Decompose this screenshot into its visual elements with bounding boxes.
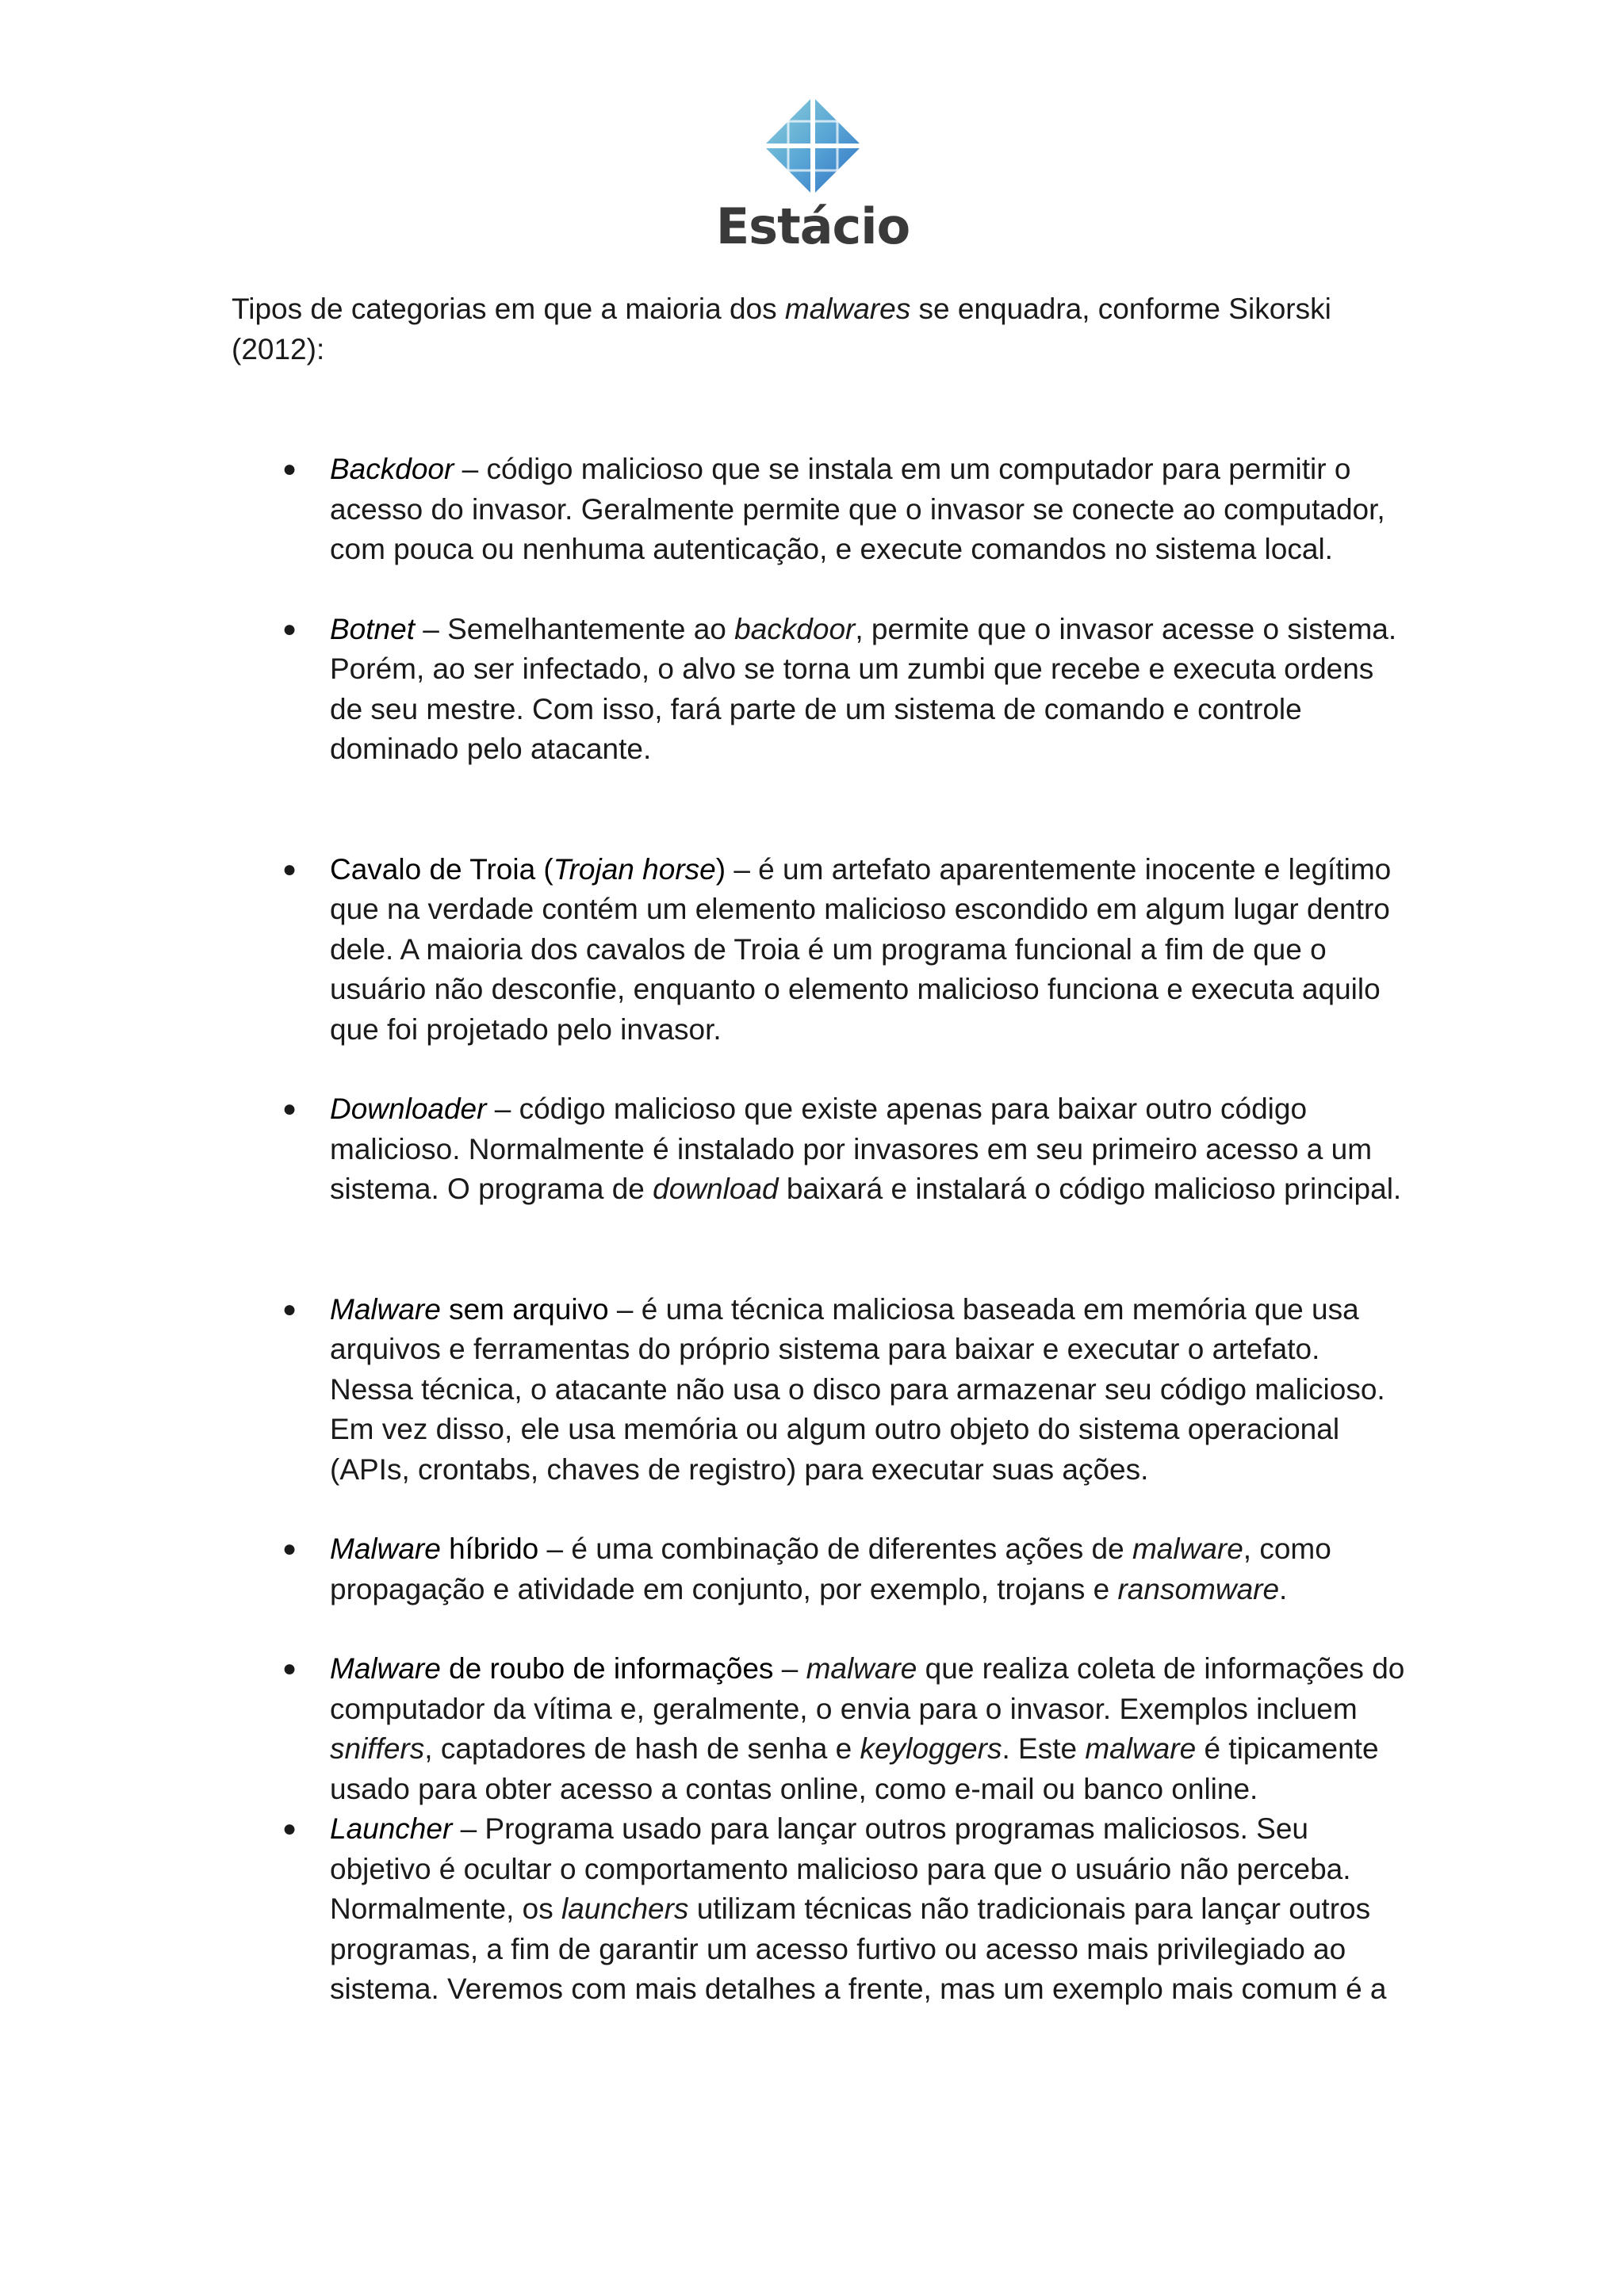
malware-category-list	[232, 450, 1405, 2010]
bullet-icon: ●	[282, 1655, 297, 1682]
list-item-backdoor: ● Backdoor – código malicioso que se instala em um computador para permitir o acesso do invasor. Geralmente permite que o invasor se conecte ao computador, com pouca ou nenhuma autenticação, e execute comandos no sistema local.	[232, 450, 1405, 570]
list-item-downloader: ● Downloader – código malicioso que existe apenas para baixar outro código malicioso. Normalmente é instalado por invasores em seu primeiro acesso a um sistema. O programa de download baixará e instalará o código malicioso principal.	[232, 1089, 1405, 1210]
list-item-trojan: ● Cavalo de Troia (Trojan horse) – é um artefato aparentemente inocente e legítimo que na verdade contém um elemento malicioso escondido em algum lugar dentro dele. A maioria dos cavalos de Troia é um programa funcional a fim de que o usuário não desconfie, enquanto o elemento malicioso funciona e executa aquilo que foi projetado pelo invasor.	[232, 850, 1405, 1050]
bullet-icon: ●	[282, 456, 297, 482]
logo-wordmark: Estácio	[715, 197, 910, 255]
bullet-icon: ●	[282, 1816, 297, 1842]
bullet-icon: ●	[282, 1295, 297, 1322]
bullet-icon: ●	[282, 1536, 297, 1562]
list-item-hybrid-malware: ● Malware híbrido – é uma combinação de diferentes ações de malware, como propagação e atividade em conjunto, por exemplo, trojans e ransomware.	[232, 1529, 1405, 1609]
list-item-botnet: ● Botnet – Semelhantemente ao backdoor, permite que o invasor acesse o sistema. Porém, ao ser infectado, o alvo se torna um zumbi que recebe e executa ordens de seu mestre. Com isso, fará parte de um sistema de comando e controle dominado pelo atacante.	[232, 610, 1405, 770]
intro-paragraph: Tipos de categorias em que a maioria dos malwares se enquadra, conforme Sikorski (2012):	[232, 293, 1331, 365]
bullet-icon: ●	[282, 855, 297, 882]
document-body	[232, 289, 1405, 2010]
list-item-fileless-malware: ● Malware sem arquivo – é uma técnica maliciosa baseada em memória que usa arquivos e ferramentas do próprio sistema para baixar e executar o artefato. Nessa técnica, o atacante não usa o disco para armazenar seu código malicioso. Em vez disso, ele usa memória ou algum outro objeto do sistema operacional (APIs, crontabs, chaves de registro) para executar suas ações.	[232, 1290, 1405, 1490]
bullet-icon: ●	[282, 615, 297, 642]
list-item-info-stealer: ● Malware de roubo de informações – malware que realiza coleta de informações do computador da vítima e, geralmente, o envia para o invasor. Exemplos incluem sniffers, captadores de hash de senha e keyloggers. Este malware é tipicamente usado para obter acesso a contas online, como e-mail ou banco online.	[232, 1649, 1405, 1809]
bullet-icon: ●	[282, 1096, 297, 1122]
list-item-launcher: ● Launcher – Programa usado para lançar outros programas maliciosos. Seu objetivo é ocultar o comportamento malicioso para que o usuário não perceba. Normalmente, os launchers utilizam técnicas não tradicionais para lançar outros programas, a fim de garantir um acesso furtivo ou acesso mais privilegiado ao sistema. Veremos com mais detalhes a frente, mas um exemplo mais comum é a	[232, 1809, 1405, 2010]
estacio-logo	[710, 95, 916, 258]
estacio-logo-mark-icon	[762, 95, 864, 197]
